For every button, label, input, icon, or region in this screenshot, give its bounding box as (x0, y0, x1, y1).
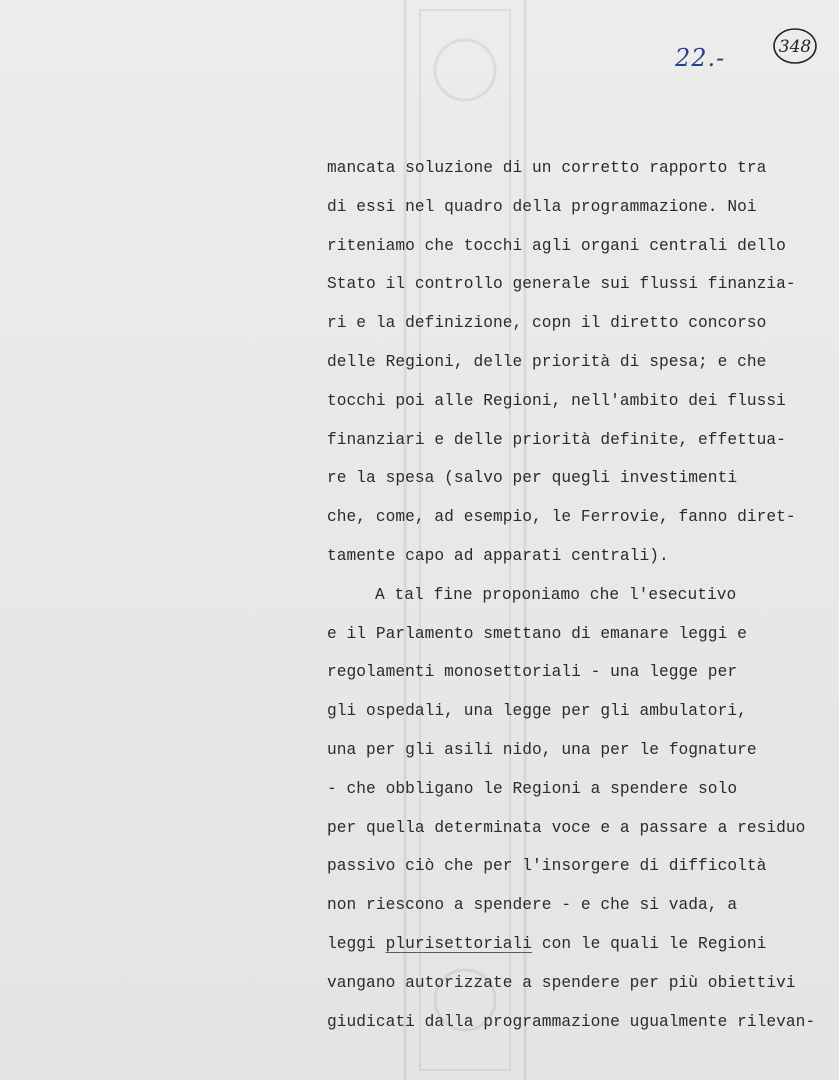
text-line: re la spesa (salvo per quegli investimenti (327, 469, 738, 488)
text-line (327, 930, 815, 969)
text-line: delle Regioni, delle priorità di spesa; e che (327, 352, 767, 371)
text-segment: leggi (327, 934, 386, 953)
text-line: che, come, ad esempio, le Ferrovie, fanno diret- (327, 508, 796, 527)
text-line: tamente capo ad apparati centrali). (327, 546, 669, 565)
text-line: una per gli asili nido, una per le fognature (327, 740, 757, 759)
stamp-number: 348 (778, 37, 812, 57)
archive-stamp (772, 26, 818, 66)
text-line: mancata soluzione di un corretto rapporto tra (327, 159, 767, 177)
text-line: vangano autorizzate a spendere per più obiettivi (327, 973, 796, 992)
text-line: regolamenti monosettoriali - una legge per (327, 663, 738, 682)
text-line: - che obbligano le Regioni a spendere solo (327, 779, 738, 798)
text-line: A tal fine proponiamo che l'esecutivo (375, 585, 737, 604)
text-line: gli ospedali, una legge per gli ambulatori, (327, 702, 747, 721)
text-line: passivo ciò che per l'insorgere di difficoltà (327, 857, 767, 876)
text-line: e il Parlamento smettano di emanare leggi e (327, 624, 747, 643)
text-line: tocchi poi alle Regioni, nell'ambito dei flussi (327, 391, 786, 410)
text-line: finanziari e delle priorità definite, effettua- (327, 430, 786, 449)
text-line: non riescono a spendere - e che si vada, a (327, 896, 738, 915)
text-line: giudicati dalla programmazione ugualmente rilevan- (327, 1012, 816, 1031)
text-line: ri e la definizione, copn il diretto concorso (327, 314, 767, 333)
text-line: di essi nel quadro della programmazione. Noi (327, 197, 757, 216)
page-number-handwritten: 22.- (675, 44, 726, 72)
text-segment: con le quali le Regioni (532, 934, 767, 953)
text-line: per quella determinata voce e a passare a residuo (327, 818, 806, 837)
text-line: Stato il controllo generale sui flussi finanzia- (327, 275, 796, 294)
underlined-word: plurisettoriali (385, 934, 533, 953)
document-text (327, 154, 815, 1046)
text-line: riteniamo che tocchi agli organi centrali dello (327, 236, 786, 255)
